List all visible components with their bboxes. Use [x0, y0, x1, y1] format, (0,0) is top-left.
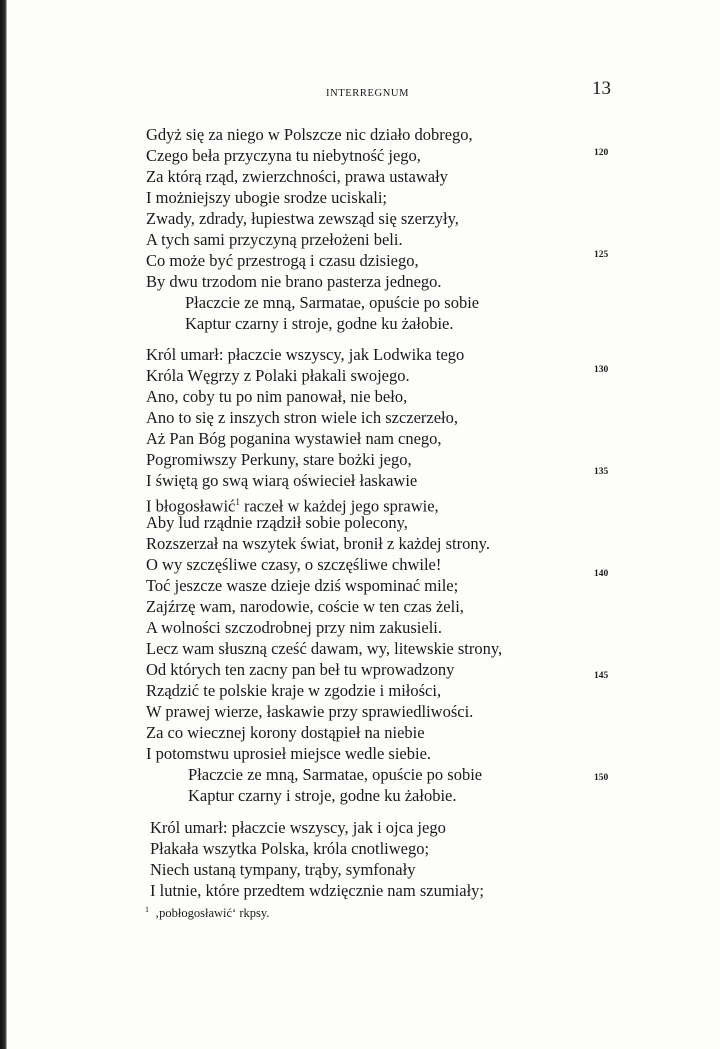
verse-line: By dwu trzodom nie brano pasterza jednego.: [146, 272, 442, 291]
verse-line: Aż Pan Bóg poganina wystawieł nam cnego,: [146, 429, 442, 448]
line-number: 125: [594, 250, 609, 260]
verse-line: Król umarł: płaczcie wszyscy, jak i ojca jego: [150, 818, 446, 837]
footnote-mark: 1: [145, 905, 149, 914]
footnote: [145, 905, 269, 921]
verse-line-start: I błogosławić: [146, 496, 236, 516]
line-number: 140: [594, 569, 609, 579]
verse-line: W prawej wierze, łaskawie przy sprawiedliwości.: [146, 702, 474, 721]
verse-line: Czego beła przyczyna tu niebytność jego,: [146, 146, 421, 165]
refrain-line: Kaptur czarny i stroje, godne ku żałobie.: [185, 314, 454, 333]
verse-line: Niech ustaną tympany, trąby, symfonały: [150, 860, 416, 879]
refrain-line: Płaczcie ze mną, Sarmatae, opuście po sobie: [188, 765, 483, 784]
verse-line: Gdyż się za niego w Polszcze nic działo dobrego,: [146, 125, 473, 144]
verse-line: Ano, coby tu po nim panował, nie beło,: [146, 387, 408, 406]
line-number: 135: [594, 467, 609, 477]
verse-line: Lecz wam słuszną cześć dawam, wy, litewskie strony,: [146, 639, 503, 658]
verse-line: Co może być przestrogą i czasu dzisiego,: [146, 251, 419, 270]
line-number: 150: [594, 773, 609, 783]
line-number: 120: [594, 148, 609, 158]
footnote-reference: 1: [235, 497, 240, 507]
verse-line: I świętą go swą wiarą oświecieł łaskawie: [146, 471, 418, 490]
verse-line: Pogromiwszy Perkuny, stare bożki jego,: [146, 450, 412, 469]
verse-line: A tych sami przyczyną przełożeni beli.: [146, 230, 403, 249]
verse-line: Za którą rząd, zwierzchności, prawa ustawały: [146, 167, 448, 186]
verse-line: I lutnie, które przedtem wdzięcznie nam szumiały;: [150, 881, 484, 900]
verse-line: Toć jeszcze wasze dzieje dziś wspominać mile;: [146, 576, 459, 595]
verse-line: Aby lud rządnie rządził sobie polecony,: [146, 513, 408, 532]
verse-line: A wolności szczodrobnej przy nim zakusieli.: [146, 618, 443, 637]
verse-line: Król umarł: płaczcie wszyscy, jak Lodwika tego: [146, 345, 465, 364]
verse-line-end: raczeł w każdej jego sprawie,: [239, 496, 439, 516]
line-number: 130: [594, 365, 609, 375]
verse-line: Ano to się z inszych stron wiele ich szczerzeło,: [146, 408, 459, 427]
page-number: 13: [592, 78, 611, 99]
running-title: INTERREGNUM: [326, 88, 410, 99]
refrain-line: Płaczcie ze mną, Sarmatae, opuście po sobie: [185, 293, 480, 312]
verse-line: I możniejszy ubogie srodze uciskali;: [146, 188, 388, 207]
verse-line: Zajźrzę wam, narodowie, coście w ten czas żeli,: [146, 597, 464, 616]
verse-line: Króla Węgrzy z Polaki płakali swojego.: [146, 366, 410, 385]
verse-line: Rządzić te polskie kraje w zgodzie i miłości,: [146, 681, 442, 700]
verse-line: Zwady, zdrady, łupiestwa zewsząd się szerzyły,: [146, 209, 459, 228]
verse-line: Od których ten zacny pan beł tu wprowadzony: [146, 660, 455, 679]
verse-line: O wy szczęśliwe czasy, o szczęśliwe chwile!: [146, 555, 442, 574]
verse-line: Za co wiecznej korony dostąpieł na niebie: [146, 723, 425, 742]
verse-line: Płakała wszytka Polska, króla cnotliwego;: [150, 839, 430, 858]
scan-page-edge: [0, 0, 7, 1049]
verse-line: Rozszerzał na wszytek świat, bronił z każdej strony.: [146, 534, 490, 553]
refrain-line: Kaptur czarny i stroje, godne ku żałobie.: [188, 786, 457, 805]
verse-line: I potomstwu uprosieł miejsce wedle siebie.: [146, 744, 432, 763]
line-number: 145: [594, 671, 609, 681]
footnote-text: ‚pobłogosławić‘ rkpsy.: [155, 906, 270, 921]
